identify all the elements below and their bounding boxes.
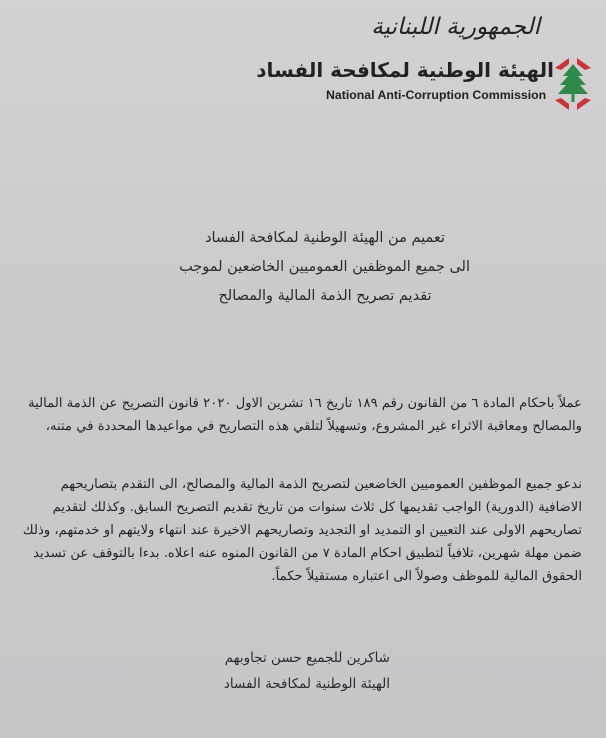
closing-signature: الهيئة الوطنية لمكافحة الفساد	[223, 676, 390, 692]
title-line-3: تقديم تصريح الذمة المالية والمصالح	[218, 288, 432, 304]
cedar-tree-icon	[551, 54, 595, 116]
body-paragraph-1: عملاً باحكام المادة ٦ من القانون رقم ١٨٩ تاريخ ١٦ تشرين الاول ٢٠٢٠ قانون التصريح عن الذمة المالية والمصالح ومعاقبة الاثراء غير المشروع، وتسهيلاً لتلقي هذه التصاريح في مواعيدها المحددة في متنه،	[28, 396, 582, 434]
body-paragraph-2: ندعو جميع الموظفين العموميين الخاضعين لتصريح الذمة المالية والمصالح، الى التقدم بتصاريحهم الاضافية (الدورية) الواجب تقديمها كل ثلاث سنوات من تاريخ تقديم التصريح السابق. وكذلك لتقديم تصاريحهم الاولى عند التعيين او التمديد او التجديد وتصاريحهم الاخيرة عند انتهاء ولايتهم او خدمتهم، وذلك ضمن مهلة شهرين، تلافياً لتطبيق احكام المادة ٧ من القانون المنوه عنه اعلاه. بدءا بالتوقف عن تسديد الحقوق المالية للموظف وصولاً الى اعتباره مستقيلاً حكماً.	[22, 477, 582, 584]
closing-thanks: شاكرين للجميع حسن تجاوبهم	[224, 650, 390, 666]
title-line-2: الى جميع الموظفين العموميين الخاضعين لموجب	[179, 259, 470, 275]
closing-block	[160, 650, 390, 702]
commission-name-arabic: الهيئة الوطنية لمكافحة الفساد	[256, 58, 554, 82]
title-line-1: تعميم من الهيئة الوطنية لمكافحة الفساد	[205, 230, 445, 246]
republic-heading: الجمهورية اللبنانية	[371, 14, 540, 40]
circular-titles	[180, 230, 470, 317]
commission-name-english: National Anti-Corruption Commission	[326, 88, 547, 102]
